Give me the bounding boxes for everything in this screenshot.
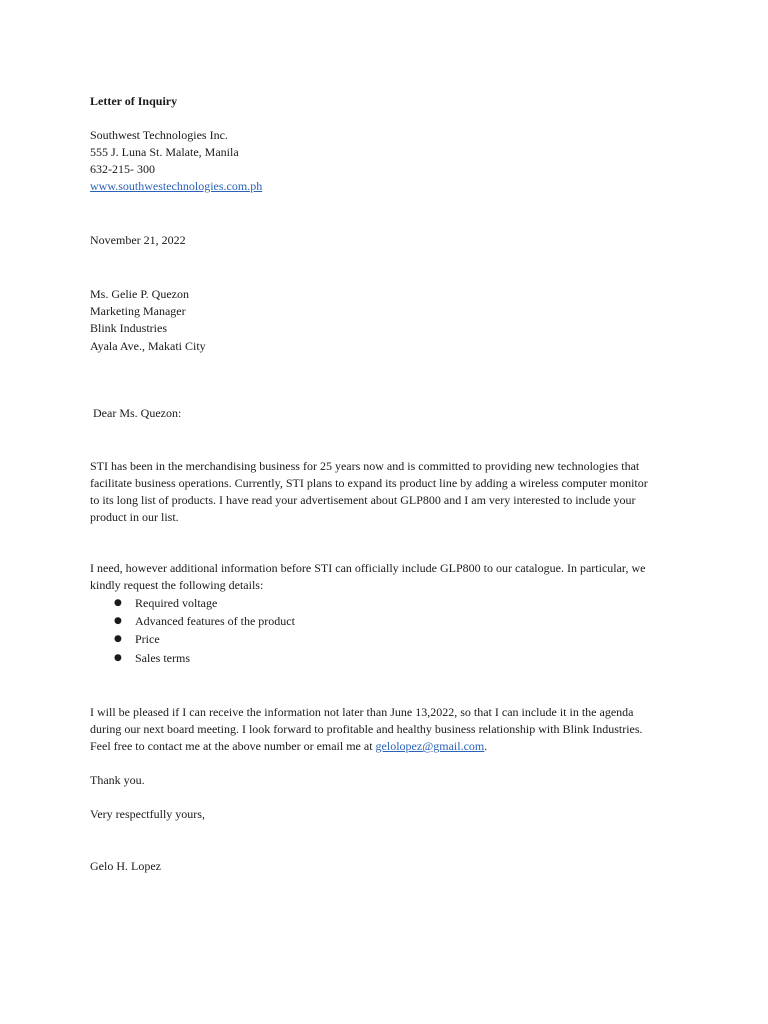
- recipient-address: Ayala Ave., Makati City: [90, 339, 206, 353]
- letter-title: Letter of Inquiry: [90, 94, 178, 108]
- paragraph3-contact-line: [90, 738, 487, 755]
- recipient-position: Marketing Manager: [90, 304, 186, 318]
- list-item: Sales terms: [135, 651, 190, 665]
- letter-date: November 21, 2022: [90, 233, 186, 247]
- closing-line: Very respectfully yours,: [90, 807, 205, 821]
- recipient-name: Ms. Gelie P. Quezon: [90, 287, 189, 301]
- signature-name: Gelo H. Lopez: [90, 859, 161, 873]
- paragraph1-line: facilitate business operations. Currently, STI plans to expand its product line by adding a wireless computer monitor: [90, 476, 648, 490]
- list-item: Advanced features of the product: [135, 614, 295, 628]
- paragraph1-line: STI has been in the merchandising business for 25 years now and is committed to providing new technologies that: [90, 459, 640, 473]
- sender-website-link[interactable]: www.southwestechnologies.com.ph: [90, 179, 263, 193]
- sender-company: Southwest Technologies Inc.: [90, 128, 228, 142]
- list-item: Required voltage: [135, 596, 218, 610]
- contact-text: Feel free to contact me at the above number or email me at: [90, 739, 376, 753]
- bullet-icon: ●: [114, 598, 122, 608]
- bullet-icon: ●: [114, 616, 122, 626]
- paragraph1-line: product in our list.: [90, 510, 179, 524]
- sender-website-line: [90, 178, 262, 195]
- sender-phone: 632-215- 300: [90, 162, 155, 176]
- list-item: Price: [135, 632, 160, 646]
- paragraph1-line: to its long list of products. I have read your advertisement about GLP800 and I am very interested to include your: [90, 493, 636, 507]
- paragraph3-line: during our next board meeting. I look forward to profitable and healthy business relationship with Blink Industries.: [90, 722, 643, 736]
- bullet-icon: ●: [114, 653, 122, 663]
- paragraph3-line: I will be pleased if I can receive the information not later than June 13,2022, so that I can include it in the agenda: [90, 705, 634, 719]
- contact-period: .: [484, 739, 488, 753]
- paragraph2-line: kindly request the following details:: [90, 578, 264, 592]
- email-link[interactable]: gelolopez@gmail.com: [375, 739, 485, 753]
- salutation: Dear Ms. Quezon:: [90, 406, 182, 420]
- bullet-icon: ●: [114, 634, 122, 644]
- sender-address: 555 J. Luna St. Malate, Manila: [90, 145, 239, 159]
- thanks-line: Thank you.: [90, 773, 145, 787]
- paragraph2-line: I need, however additional information before STI can officially include GLP800 to our catalogue. In particular, we: [90, 561, 646, 575]
- recipient-company: Blink Industries: [90, 321, 167, 335]
